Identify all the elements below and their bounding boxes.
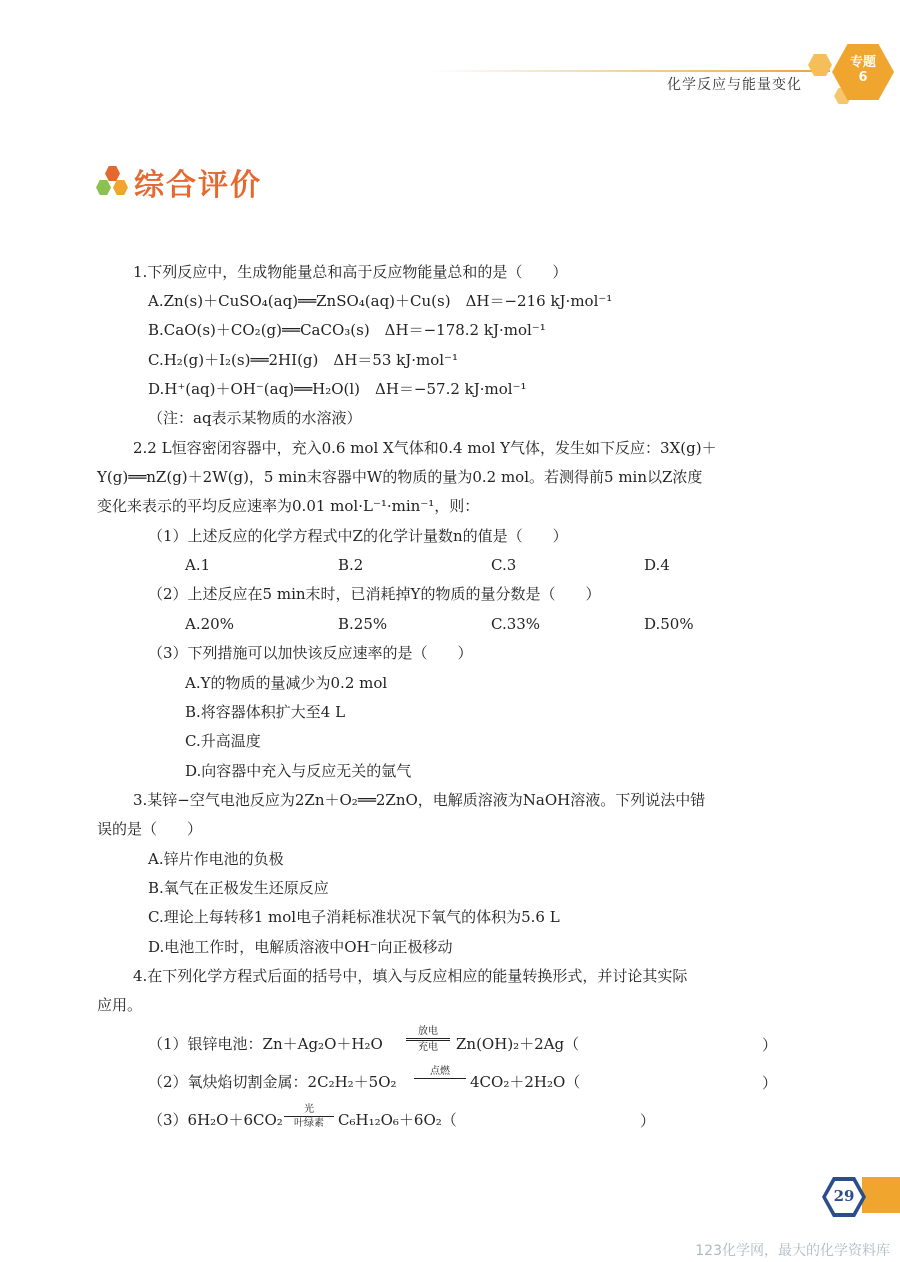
q4-eq1-left: （1）银锌电池：Zn＋Ag₂O＋H₂O (148, 1035, 383, 1053)
q3-line-2: 误的是（ ） (97, 820, 203, 838)
q2-sub3-option-b: B.将容器体积扩大至4 L (185, 703, 346, 721)
q2-sub-2: （2）上述反应在5 min末时，已消耗掉Y的物质的量分数是（ ） (148, 585, 601, 603)
q3-option-b: B.氧气在正极发生还原反应 (148, 879, 329, 897)
q2-sub2-option-b: B.25% (338, 615, 388, 633)
q4-eq1-arrow-top: 放电 (418, 1026, 438, 1037)
q4-eq1-close-paren: ） (762, 1036, 778, 1054)
q2-sub-1: （1）上述反应的化学方程式中Z的化学计量数n的值是（ ） (148, 527, 568, 545)
q2-sub3-option-a: A.Y的物质的量减少为0.2 mol (185, 674, 388, 692)
q2-line-2: Y(g)══nZ(g)＋2W(g)，5 min末容器中W的物质的量为0.2 mol。若测得前5 min以Z浓度 (97, 468, 703, 486)
q1-stem: 1.下列反应中，生成物能量总和高于反应物能量总和的是（ ） (133, 263, 568, 281)
q2-sub3-option-d: D.向容器中充入与反应无关的氩气 (185, 762, 412, 780)
q1-note: （注：aq表示某物质的水溶液） (148, 409, 362, 427)
q4-eq2-close-paren: ） (762, 1074, 778, 1092)
q2-sub3-option-c: C.升高温度 (185, 732, 261, 750)
q2-sub1-option-c: C.3 (491, 556, 517, 574)
q4-eq1-arrow-bottom: 充电 (418, 1042, 438, 1053)
q1-option-c: C.H₂(g)＋I₂(s)══2HI(g) ΔH＝53 kJ·mol⁻¹ (148, 351, 458, 369)
q4-eq3-close-paren: ） (640, 1112, 656, 1130)
q1-option-a: A.Zn(s)＋CuSO₄(aq)══ZnSO₄(aq)＋Cu(s) ΔH＝−216 kJ·mol⁻¹ (148, 292, 613, 310)
q1-option-b: B.CaO(s)＋CO₂(g)══CaCO₃(s) ΔH＝−178.2 kJ·mol⁻¹ (148, 321, 546, 339)
q4-eq3-left: （3）6H₂O＋6CO₂ (148, 1111, 283, 1129)
q3-option-c: C.理论上每转移1 mol电子消耗标准状况下氧气的体积为5.6 L (148, 908, 560, 926)
page-tab (862, 1177, 900, 1213)
page-number: 29 (833, 1187, 855, 1205)
q4-eq3-arrow-top: 光 (304, 1104, 314, 1115)
q3-option-a: A.锌片作电池的负极 (148, 850, 284, 868)
chapter-title: 化学反应与能量变化 (667, 77, 802, 93)
chapter-badge-text: 专题 (849, 55, 876, 70)
q4-eq3-arrow-bottom: 叶绿素 (294, 1118, 324, 1129)
q2-sub1-option-d: D.4 (644, 556, 670, 574)
q2-sub2-option-d: D.50% (644, 615, 694, 633)
q4-eq2-right: 4CO₂＋2H₂O（ (470, 1073, 581, 1091)
right-arrow-icon (284, 1104, 334, 1129)
q2-sub2-option-a: A.20% (185, 615, 234, 633)
q2-line-3: 变化来表示的平均反应速率为0.01 mol·L⁻¹·min⁻¹，则： (97, 497, 480, 515)
q4-eq2-arrow-top: 点燃 (430, 1066, 450, 1077)
q3-option-d: D.电池工作时，电解质溶液中OH⁻向正极移动 (148, 938, 453, 956)
chapter-badge-number: 6 (858, 70, 868, 85)
chapter-badge-label (838, 55, 888, 85)
right-arrow-icon (414, 1066, 466, 1080)
q2-sub2-option-c: C.33% (491, 615, 541, 633)
section-title: 综合评价 (134, 168, 262, 203)
q3-line-1: 3.某锌−空气电池反应为2Zn＋O₂══2ZnO，电解质溶液为NaOH溶液。下列说法中错 (133, 791, 706, 809)
hexagon-cluster-icon (96, 166, 130, 200)
q4-eq3-right: C₆H₁₂O₆＋6O₂（ (338, 1111, 457, 1129)
q4-line-2: 应用。 (97, 996, 143, 1014)
q4-eq2-left: （2）氧炔焰切割金属：2C₂H₂＋5O₂ (148, 1073, 397, 1091)
q4-eq1-right: Zn(OH)₂＋2Ag（ (456, 1035, 580, 1053)
q2-sub-3: （3）下列措施可以加快该反应速率的是（ ） (148, 644, 473, 662)
reversible-arrow-icon (406, 1026, 450, 1053)
q2-line-1: 2.2 L恒容密闭容器中，充入0.6 mol X气体和0.4 mol Y气体，发生如下反应：3X(g)＋ (133, 439, 717, 457)
q2-sub1-option-b: B.2 (338, 556, 364, 574)
q2-sub1-option-a: A.1 (185, 556, 211, 574)
header-rule (430, 70, 830, 72)
hexagon-decoration-icon (808, 54, 832, 76)
q1-option-d: D.H⁺(aq)＋OH⁻(aq)══H₂O(l) ΔH＝−57.2 kJ·mol⁻¹ (148, 380, 527, 398)
watermark: 123化学网，最大的化学资料库 (695, 1243, 890, 1259)
q4-line-1: 4.在下列化学方程式后面的括号中，填入与反应相应的能量转换形式，并讨论其实际 (133, 967, 688, 985)
